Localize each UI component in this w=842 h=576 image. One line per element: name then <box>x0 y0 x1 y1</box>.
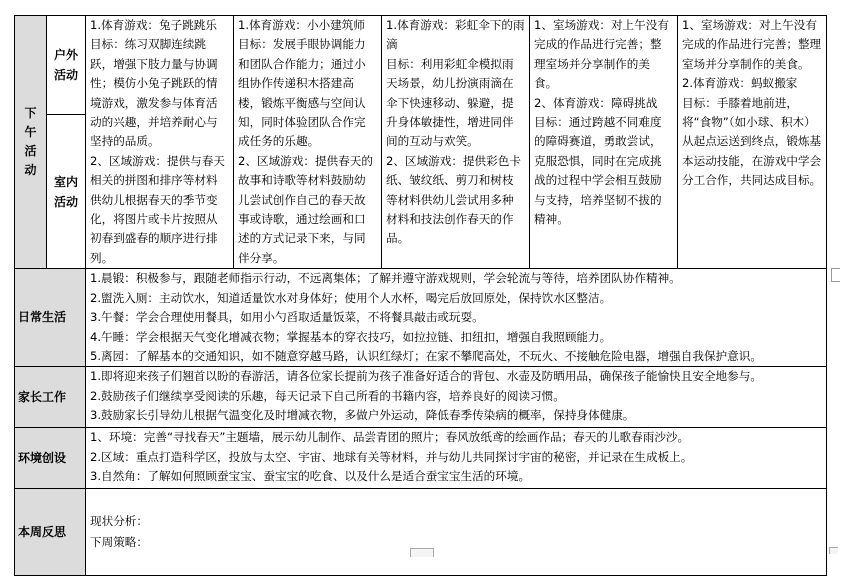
day-4-line-1: 1、室场游戏：对上午没有完成的作品进行完善；整理室场并分享制作的美食。 <box>534 18 669 91</box>
afternoon-label: 下午活动 <box>15 16 47 269</box>
parent-work-content <box>86 367 827 428</box>
day-1-line-3: 2、区域游戏：提供与春天相关的拼图和排序等材料供幼儿根据春天的季节变化，将图片或卡片按照从初春到盛春的顺序进行排列。 <box>90 153 225 265</box>
daily-item: 4.午睡：学会根据天气变化增减衣物；掌握基本的穿衣技巧，如拉拉链、扣纽扣，增强自我照顾能力。 <box>90 329 612 344</box>
day-1-line-2: 目标：练习双脚连续跳跃，增强下肢力量与协调性；模仿小兔子跳跃的情境游戏，激发参与体育活动的兴趣，并培养耐心与坚持的品质。 <box>90 37 218 149</box>
parent-item: 2.鼓励孩子们继续享受阅读的乐趣，每天记录下自己所看的书籍内容，培养良好的阅读习惯。 <box>90 388 565 403</box>
daily-life-row <box>15 269 827 367</box>
day-2-activity-cell <box>234 16 382 269</box>
afternoon-row <box>15 16 827 115</box>
day-2-line-3: 2、区域游戏：提供春天的故事和诗歌等材料鼓励幼儿尝试创作自己的春天故事或诗歌，通过绘画和口述的方式记录下来，与同伴分享。 <box>238 153 373 265</box>
daily-item: 5.离园：了解基本的交通知识，如不随意穿越马路，认识红绿灯；在家不攀爬高处，不玩火、不接触危险电器，增强自我保护意识。 <box>90 348 762 363</box>
daily-item: 1.晨锻：积极参与，跟随老师指示行动，不远离集体；了解并遵守游戏规则，学会轮流与等待，培养团队协作精神。 <box>90 271 681 286</box>
parent-item: 3.鼓励家长引导幼儿根据气温变化及时增减衣物，多做户外运动，降低春季传染病的概率，保持身体健康。 <box>90 408 635 423</box>
environment-item: 2.区域：重点打造科学区，投放与太空、宇宙、地球有关等材料，并与幼儿共同探讨宇宙的秘密，并记录在生成板上。 <box>90 449 693 464</box>
day-5-line-3: 目标：手膝着地前进，将“食物”（如小球、积木）从起点运送到终点，锻炼基本运动技能，在游戏中学会分工合作，共同达成目标。 <box>682 95 822 188</box>
parent-work-label: 家长工作 <box>15 367 86 428</box>
weekly-plan-table <box>14 15 827 576</box>
day-1-line-1: 1.体育游戏：兔子跳跳乐 <box>90 18 217 32</box>
day-2-line-2: 目标：发展手眼协调能力和团队合作能力；通过小组协作传递积木搭建高楼，锻炼平衡感与空间认知，同时体验团队合作完成任务的乐趣。 <box>238 37 366 149</box>
resize-handle-icon[interactable] <box>829 547 838 554</box>
day-3-line-3: 2、区域游戏：提供彩色卡纸、皱纹纸、剪刀和树枝等材料供幼儿尝试用多种材料和技法创作春天的作品。 <box>386 153 521 246</box>
day-4-activity-cell <box>530 16 678 269</box>
day-4-line-3: 目标：通过跨越不同难度的障碍赛道，勇敢尝试，克服恐惧，同时在完成挑战的过程中学会相互鼓励与支持，培养坚韧不拔的精神。 <box>534 115 662 227</box>
reflection-content[interactable] <box>86 489 827 576</box>
day-2-line-1: 1.体育游戏：小小建筑师 <box>238 18 365 32</box>
reflection-row <box>15 489 827 576</box>
day-5-line-1: 1、室场游戏：对上午没有完成的作品进行完善；整理室场并分享制作的美食。 <box>682 18 822 71</box>
day-5-line-2: 2.体育游戏：蚂蚁搬家 <box>682 76 798 91</box>
day-5-activity-cell <box>678 16 827 269</box>
status-analysis-label: 现状分析： <box>90 514 148 529</box>
next-week-strategy-label: 下周策略： <box>90 535 148 550</box>
daily-life-label: 日常生活 <box>15 269 86 367</box>
day-4-line-2: 2、体育游戏：障碍挑战 <box>534 95 658 110</box>
indoor-activity-label: 室内活动 <box>47 115 86 269</box>
environment-row <box>15 428 827 489</box>
outdoor-activity-label: 户外活动 <box>47 16 86 115</box>
environment-label: 环境创设 <box>15 428 86 489</box>
day-1-activity-cell <box>86 16 234 269</box>
environment-item: 3.自然角：了解如何照顾蚕宝宝、蚕宝宝的吃食、以及什么是适合蚕宝宝生活的环境。 <box>90 469 531 484</box>
parent-item: 1.即将迎来孩子们翘首以盼的春游活，请各位家长提前为孩子准备好适合的背包、水壶及防晒用品，确保孩子能愉快且安全地参与。 <box>90 369 762 384</box>
reflection-label: 本周反思 <box>15 489 86 576</box>
day-3-line-1: 1.体育游戏：彩虹伞下的雨滴 <box>386 18 525 52</box>
day-3-line-2: 目标：利用彩虹伞模拟雨天场景，幼儿扮演雨滴在伞下快速移动、躲避，提升身体敏捷性，增进同伴间的互动与欢笑。 <box>386 56 514 149</box>
table-handle-icon[interactable] <box>831 268 840 282</box>
daily-item: 3.午餐：学会合理使用餐具，如用小勺舀取适量饭菜，不将餐具敲击或玩耍。 <box>90 310 484 325</box>
environment-item: 1、环境：完善“寻找春天”主题墙，展示幼儿制作、品尝青团的照片；春风放纸鸢的绘画作品；春天的儿歌春雨沙沙。 <box>90 430 690 445</box>
environment-content <box>86 428 827 489</box>
day-3-activity-cell <box>382 16 530 269</box>
parent-work-row <box>15 367 827 428</box>
daily-life-content <box>86 269 827 367</box>
daily-item: 2.盥洗入厕：主动饮水，知道适量饮水对身体好；使用个人水杯，喝完后放回原处，保持饮水区整洁。 <box>90 290 612 305</box>
